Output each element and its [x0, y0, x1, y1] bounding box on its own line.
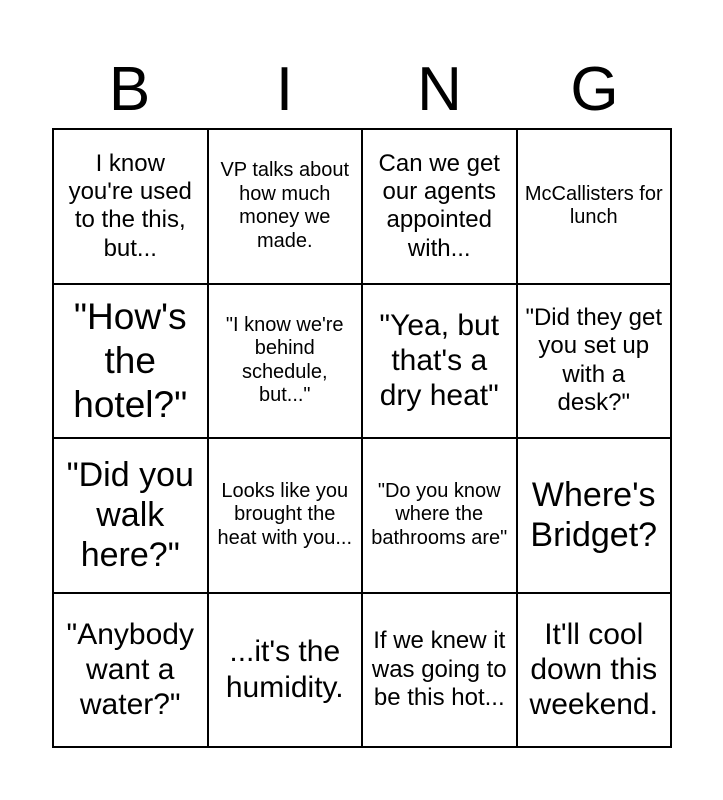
header-letter-b: B — [108, 55, 151, 124]
cell-text: "I know we're behind schedule, but..." — [225, 313, 344, 407]
bingo-cell[interactable] — [54, 439, 209, 594]
cell-text: Where's Bridget? — [530, 476, 658, 555]
header-letter-n: N — [417, 55, 462, 124]
cell-text: Looks like you brought the heat with you... — [217, 479, 353, 550]
header-letter-i: I — [275, 55, 294, 124]
cell-text: "Yea, but that's a dry heat" — [379, 308, 500, 413]
bingo-cell[interactable] — [518, 439, 673, 594]
bingo-cell[interactable] — [209, 285, 364, 440]
bingo-cell[interactable] — [54, 285, 209, 440]
cell-text: VP talks about how much money we made. — [220, 159, 350, 252]
bingo-cell[interactable] — [518, 594, 673, 749]
bingo-cell[interactable] — [54, 594, 209, 749]
bingo-cell[interactable] — [363, 130, 518, 285]
bingo-cell[interactable] — [54, 130, 209, 285]
bingo-cell[interactable] — [209, 130, 364, 285]
cell-text: ...it's the humidity. — [225, 635, 344, 704]
bingo-cell[interactable] — [209, 594, 364, 749]
cell-text: "How's the hotel?" — [73, 296, 188, 425]
cell-text: It'll cool down this weekend. — [529, 617, 658, 722]
bingo-cell[interactable] — [363, 594, 518, 749]
cell-text: "Did you walk here?" — [66, 456, 194, 575]
bingo-cell[interactable] — [518, 130, 673, 285]
cell-text: Can we get our agents appointed with... — [378, 149, 500, 262]
cell-text: If we knew it was going to be this hot... — [371, 627, 507, 711]
cell-text: "Do you know where the bathrooms are" — [371, 479, 508, 550]
bingo-cell[interactable] — [363, 285, 518, 440]
bingo-header — [52, 52, 672, 128]
header-letter-g: G — [570, 55, 619, 124]
bingo-grid — [52, 128, 672, 748]
bingo-cell[interactable] — [518, 285, 673, 440]
cell-text: "Did they get you set up with a desk?" — [525, 304, 663, 417]
bingo-cell[interactable] — [209, 439, 364, 594]
cell-text: "Anybody want a water?" — [66, 617, 194, 722]
cell-text: McCallisters for lunch — [524, 182, 663, 229]
cell-text: I know you're used to the this, but... — [68, 149, 192, 262]
bingo-cell[interactable] — [363, 439, 518, 594]
